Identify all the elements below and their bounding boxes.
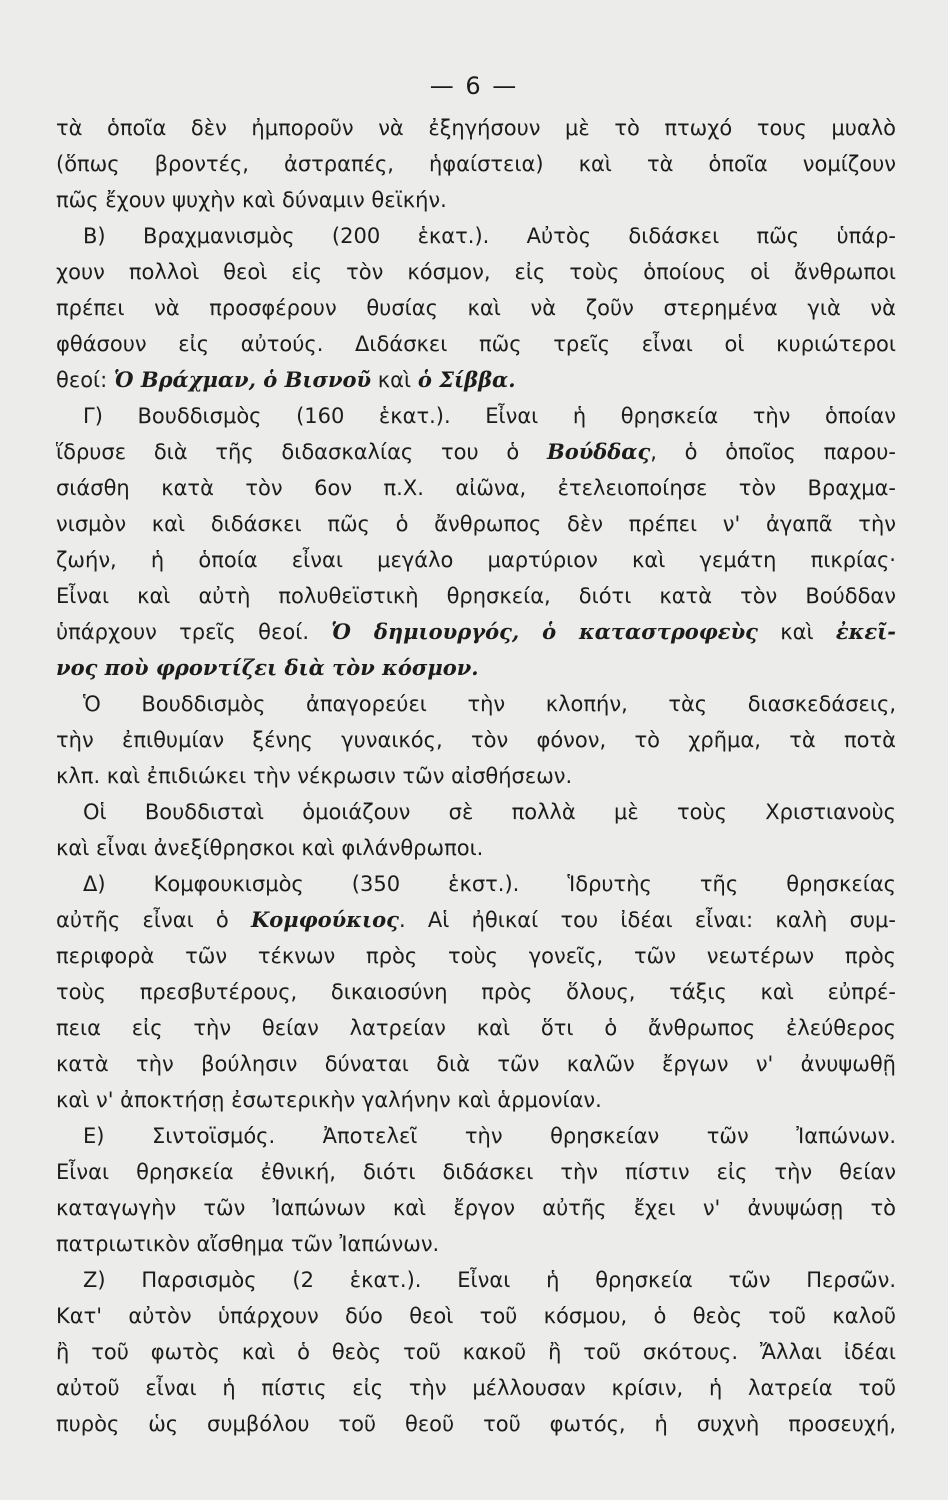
text-segment: Β) Βραχμανισμὸς (200 ἑκατ.). Αὐτὸς διδάσκει πῶς ὑπάρ-: [83, 224, 896, 248]
text-segment: καὶ: [757, 620, 836, 644]
text-segment: αὐτῆς εἶναι ὁ: [56, 908, 252, 932]
text-segment: Εἶναι θρησκεία ἐθνική, διότι διδάσκει τὴν πίστιν εἰς τὴν θείαν: [56, 1160, 896, 1184]
text-segment: φθάσουν εἰς αὐτούς. Διδάσκει πῶς τρεῖς εἶναι οἱ κυριώτεροι: [56, 332, 896, 356]
text-segment: , ὁ ὁποῖος παρου-: [650, 440, 896, 464]
text-segment: καὶ: [371, 368, 418, 392]
text-segment: τοὺς πρεσβυτέρους, δικαιοσύνη πρὸς ὅλους, τάξις καὶ εὐπρέ-: [56, 980, 896, 1004]
page-number: — 6 —: [429, 72, 519, 100]
text-segment: ζωήν, ἡ ὁποία εἶναι μεγάλο μαρτύριον καὶ γεμάτη πικρίας·: [56, 548, 896, 572]
text-line: [56, 326, 896, 362]
text-line: [56, 1154, 896, 1190]
text-line: [56, 686, 896, 722]
text-segment: πρέπει νὰ προσφέρουν θυσίας καὶ νὰ ζοῦν στερημένα γιὰ νὰ: [56, 296, 896, 320]
text-segment: Ζ) Παρσισμὸς (2 ἑκατ.). Εἶναι ἡ θρησκεία τῶν Περσῶν.: [83, 1268, 896, 1292]
text-segment: καὶ εἶναι ἀνεξίθρησκοι καὶ φιλάνθρωποι.: [56, 836, 484, 860]
text-segment: αὐτοῦ εἶναι ἡ πίστις εἰς τὴν μέλλουσαν κρίσιν, ἡ λατρεία τοῦ: [56, 1376, 896, 1400]
emphasis-text: νος ποὺ φροντίζει διὰ τὸν κόσμον.: [56, 655, 479, 680]
text-line: [56, 506, 896, 542]
text-segment: ἵδρυσε διὰ τῆς διδασκαλίας του ὁ: [56, 440, 547, 464]
text-segment: τὴν ἐπιθυμίαν ξένης γυναικός, τὸν φόνον, τὸ χρῆμα, τὰ ποτὰ: [56, 728, 896, 752]
text-segment: πῶς ἔχουν ψυχὴν καὶ δύναμιν θεϊκήν.: [56, 188, 447, 212]
text-segment: νισμὸν καὶ διδάσκει πῶς ὁ ἄνθρωπος δὲν πρέπει ν' ἀγαπᾶ τὴν: [56, 512, 896, 536]
text-segment: Γ) Βουδδισμὸς (160 ἑκατ.). Εἶναι ἡ θρησκεία τὴν ὁποίαν: [83, 404, 896, 428]
text-line: [56, 722, 896, 758]
text-segment: . Αἱ ἠθικαί του ἰδέαι εἶναι: καλὴ συμ-: [398, 908, 896, 932]
text-segment: πατριωτικὸν αἴσθημα τῶν Ἰαπώνων.: [56, 1232, 440, 1256]
text-segment: ἢ τοῦ φωτὸς καὶ ὁ θεὸς τοῦ κακοῦ ἢ τοῦ σκότους. Ἄλλαι ἰδέαι: [56, 1340, 896, 1364]
text-line: [56, 578, 896, 614]
emphasis-text: Ὁ δημιουργός, ὁ καταστροφεὺς: [331, 619, 758, 644]
text-line: [56, 758, 896, 794]
text-line: [56, 182, 896, 218]
text-line: [56, 1118, 896, 1154]
text-line: [56, 470, 896, 506]
text-line: [56, 1226, 896, 1262]
text-line: [56, 398, 896, 434]
text-line: [56, 110, 896, 146]
text-segment: Δ) Κομφουκισμὸς (350 ἑκστ.). Ἱδρυτὴς τῆς θρησκείας: [83, 872, 896, 896]
text-line: [56, 1334, 896, 1370]
text-segment: πυρὸς ὡς συμβόλου τοῦ θεοῦ τοῦ φωτός, ἡ συχνὴ προσευχή,: [56, 1412, 896, 1436]
text-line: [56, 1082, 896, 1118]
text-line: [56, 146, 896, 182]
emphasis-text: ἐκεῖ-: [835, 619, 896, 644]
text-segment: τὰ ὁποῖα δὲν ἠμποροῦν νὰ ἐξηγήσουν μὲ τὸ πτωχό τους μυαλὸ: [56, 116, 896, 140]
text-line: [56, 1298, 896, 1334]
text-line: [56, 1010, 896, 1046]
text-segment: περιφορὰ τῶν τέκνων πρὸς τοὺς γονεῖς, τῶν νεωτέρων πρὸς: [56, 944, 896, 968]
text-segment: χουν πολλοὶ θεοὶ εἰς τὸν κόσμον, εἰς τοὺς ὁποίους οἱ ἄνθρωποι: [56, 260, 896, 284]
text-line: [56, 974, 896, 1010]
text-line: [56, 830, 896, 866]
text-segment: σιάσθη κατὰ τὸν 6ον π.Χ. αἰῶνα, ἐτελειοποίησε τὸν Βραχμα-: [56, 476, 896, 500]
text-line: [56, 362, 896, 398]
text-segment: πεια εἰς τὴν θείαν λατρείαν καὶ ὅτι ὁ ἄνθρωπος ἐλεύθερος: [56, 1016, 896, 1040]
text-segment: καταγωγὴν τῶν Ἰαπώνων καὶ ἔργον αὐτῆς ἔχει ν' ἀνυψώσῃ τὸ: [56, 1196, 896, 1220]
text-segment: καὶ ν' ἀποκτήσῃ ἐσωτερικὴν γαλήνην καὶ ἁρμονίαν.: [56, 1088, 602, 1112]
text-line: [56, 1046, 896, 1082]
text-line: [56, 902, 896, 938]
text-line: [56, 794, 896, 830]
emphasis-text: Βούδδας: [546, 439, 651, 464]
text-line: [56, 1262, 896, 1298]
text-segment: κατὰ τὴν βούλησιν δύναται διὰ τῶν καλῶν ἔργων ν' ἀνυψωθῇ: [56, 1052, 896, 1076]
text-segment: θεοί:: [56, 368, 114, 392]
text-segment: Κατ' αὐτὸν ὑπάρχουν δύο θεοὶ τοῦ κόσμου, ὁ θεὸς τοῦ καλοῦ: [56, 1304, 896, 1328]
text-line: [56, 254, 896, 290]
text-line: [56, 1370, 896, 1406]
text-line: [56, 938, 896, 974]
text-line: [56, 542, 896, 578]
text-line: [56, 650, 896, 686]
text-line: [56, 1190, 896, 1226]
emphasis-text: Κομφούκιος: [251, 907, 399, 932]
text-line: [56, 1406, 896, 1442]
text-line: [56, 218, 896, 254]
text-segment: Ὁ Βουδδισμὸς ἀπαγορεύει τὴν κλοπήν, τὰς διασκεδάσεις,: [83, 692, 896, 716]
text-segment: κλπ. καὶ ἐπιδιώκει τὴν νέκρωσιν τῶν αἰσθήσεων.: [56, 764, 573, 788]
text-line: [56, 290, 896, 326]
emphasis-text: Ὁ Βράχμαν, ὁ Βισνοῦ: [113, 367, 372, 392]
text-line: [56, 614, 896, 650]
text-segment: Ε) Σιντοϊσμός. Ἀποτελεῖ τὴν θρησκείαν τῶν Ἰαπώνων.: [83, 1124, 896, 1148]
text-body: [56, 110, 896, 1442]
text-segment: Εἶναι καὶ αὐτὴ πολυθεϊστικὴ θρησκεία, διότι κατὰ τὸν Βούδδαν: [56, 584, 896, 608]
text-segment: (ὅπως βροντές, ἀστραπές, ἡφαίστεια) καὶ τὰ ὁποῖα νομίζουν: [56, 152, 896, 176]
emphasis-text: ὁ Σίββα.: [417, 367, 516, 392]
text-segment: ὑπάρχουν τρεῖς θεοί.: [56, 620, 332, 644]
text-line: [56, 434, 896, 470]
text-segment: Οἱ Βουδδισταὶ ὁμοιάζουν σὲ πολλὰ μὲ τοὺς Χριστιανοὺς: [83, 800, 896, 824]
text-line: [56, 866, 896, 902]
